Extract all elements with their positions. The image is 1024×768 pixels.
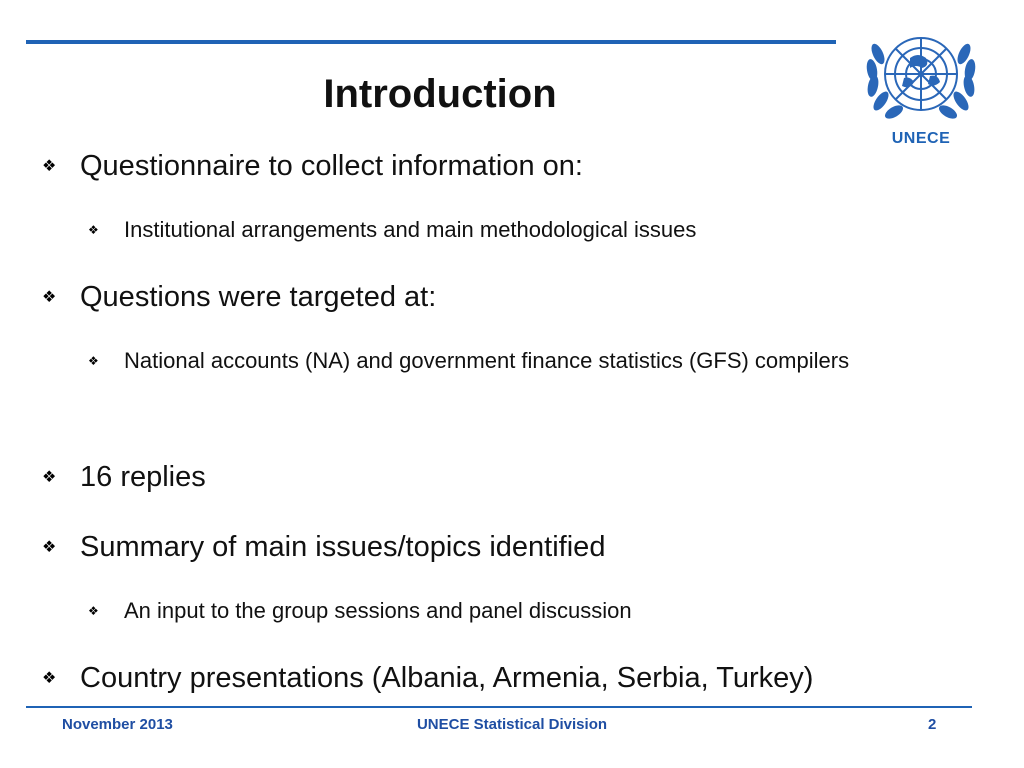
four-diamond-bullet-icon: ❖ [42, 289, 57, 306]
page-number: 2 [928, 716, 937, 733]
logo-text: UNECE [891, 130, 951, 147]
footer-date: November 2013 [62, 716, 173, 733]
slide-title: Introduction [323, 72, 557, 116]
four-diamond-bullet-icon: ❖ [42, 469, 57, 486]
bullet-item [42, 459, 206, 495]
sub-bullet-item [88, 336, 944, 386]
four-diamond-bullet-icon: ❖ [88, 354, 99, 368]
bullet-text: Country presentations (Albania, Armenia, Serbia, Turkey) [80, 662, 814, 694]
sub-bullet-item [88, 205, 697, 255]
bullet-item [42, 148, 583, 184]
footer-organization: UNECE Statistical Division [416, 716, 608, 733]
four-diamond-bullet-icon: ❖ [88, 604, 99, 618]
bullet-item [42, 660, 814, 696]
four-diamond-bullet-icon: ❖ [42, 670, 57, 687]
bullet-text: Questionnaire to collect information on: [80, 150, 583, 182]
sub-bullet-item [88, 586, 632, 636]
bottom-rule [26, 706, 972, 708]
four-diamond-bullet-icon: ❖ [42, 539, 57, 556]
bullet-text: National accounts (NA) and government finance statistics (GFS) compilers [124, 348, 850, 373]
four-diamond-bullet-icon: ❖ [42, 158, 57, 175]
bullet-item [42, 279, 437, 315]
bullet-text: An input to the group sessions and panel discussion [124, 598, 632, 623]
bullet-text: Summary of main issues/topics identified [80, 531, 606, 563]
bullet-text: 16 replies [80, 461, 206, 493]
bullet-item [42, 529, 606, 565]
four-diamond-bullet-icon: ❖ [88, 223, 99, 237]
bullet-text: Institutional arrangements and main methodological issues [124, 217, 697, 242]
bullet-text: Questions were targeted at: [80, 281, 437, 313]
